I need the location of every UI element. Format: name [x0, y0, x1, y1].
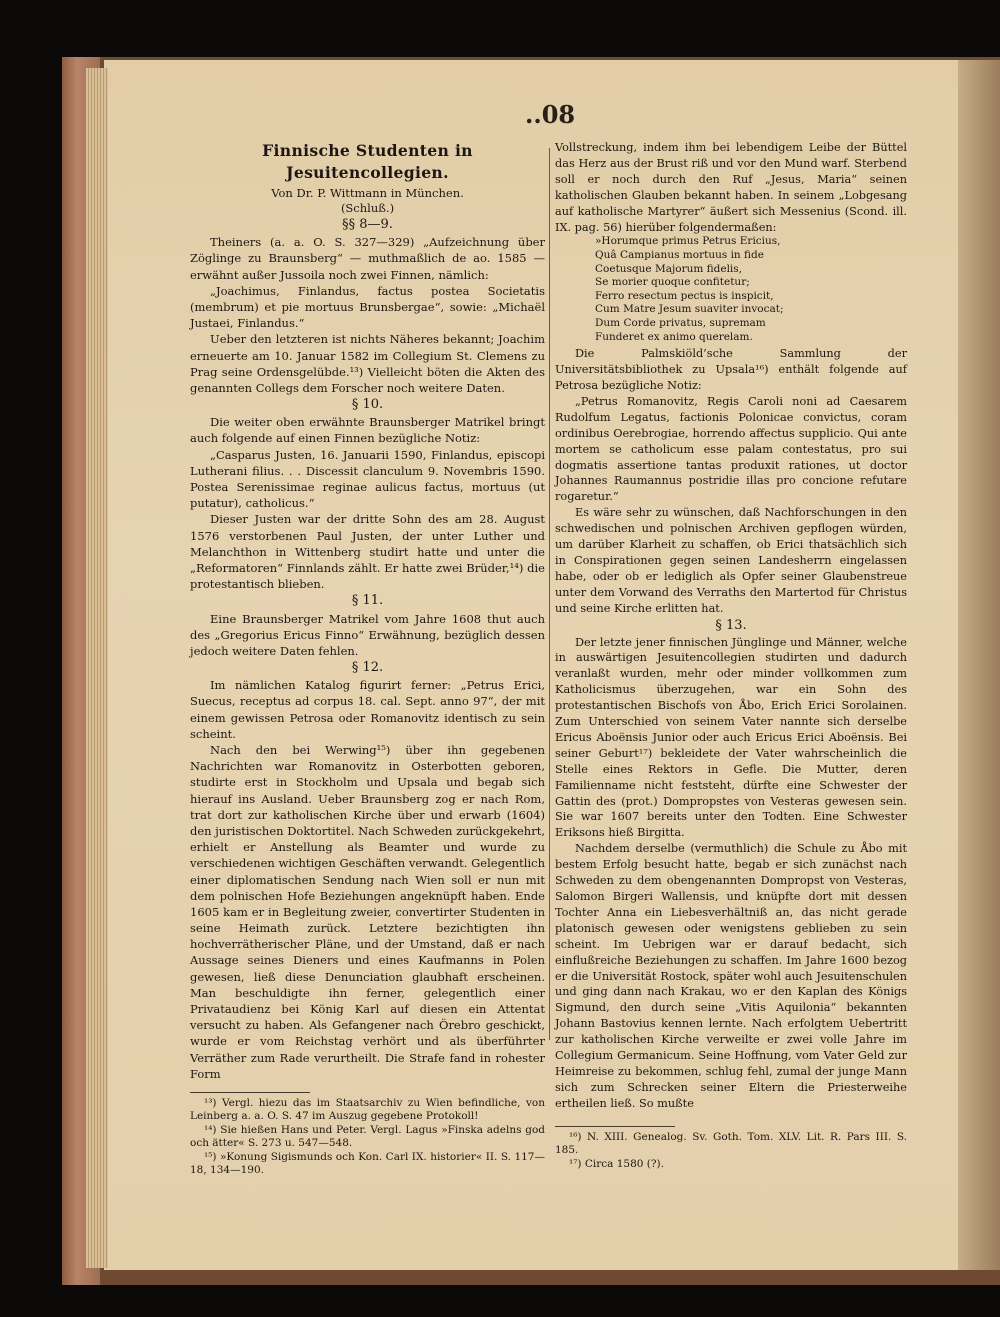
poem-quote — [595, 235, 907, 344]
section-heading: § 13. — [715, 617, 747, 633]
left-column — [190, 140, 545, 1082]
poem-line: »Horumque primus Petrus Ericius, — [595, 235, 781, 248]
page-stack-edge — [86, 68, 108, 1268]
footnote: ¹³) Vergl. hiezu das im Staatsarchiv zu Wien befindliche, von Leinberg a. a. O. S. 47 im Auszug gegebene Protokoll! — [190, 1097, 545, 1123]
poem-line: Dum Corde privatus, supremam — [595, 317, 766, 329]
article-title: Finnische Studenten in Jesuitencollegien. — [262, 141, 473, 182]
poem-line: Se morier quoque confitetur; — [595, 276, 750, 289]
section-heading: § 12. — [351, 660, 384, 676]
body-paragraph: Ueber den letzteren ist nichts Näheres bekannt; Joachim erneuerte am 10. Januar 1582 im Collegium St. Clemens zu Prag seine Ordensgelübde.¹³) Vielleicht böten die Akten des genannten Collegs dem Forscher noch weitere Daten. — [190, 332, 545, 395]
footnote: ¹⁴) Sie hießen Hans und Peter. Vergl. Lagus »Finska adelns god och ätter« S. 273 u. 547—548. — [190, 1123, 545, 1150]
body-paragraph: Es wäre sehr zu wünschen, daß Nachforschungen in den schwedischen und polnischen Archiven gepflogen würden, um darüber Klarheit zu schaffen, ob Erici thatsächlich sich in Conspirationen gegen seinen Landesherrn eingelassen habe, oder ob er lediglich als Opfer seiner Glaubenstreue unter dem Vorwand des Verraths den Martertod für Christus und seine Kirche erlitten hat. — [555, 506, 907, 615]
section-heading: §§ 8—9. — [342, 217, 393, 232]
article-byline: Von Dr. P. Wittmann in München. — [271, 186, 464, 200]
section-heading: § 11. — [351, 593, 384, 609]
page-number: ..08 — [525, 100, 576, 129]
footnote: ¹⁶) N. XIII. Genealog. Sv. Goth. Tom. XLV. Lit. R. Pars III. S. 185. — [555, 1131, 907, 1157]
poem-line: Quâ Campianus mortuus in fide — [595, 249, 764, 262]
section-heading: § 10. — [351, 397, 384, 413]
body-paragraph: Der letzte jener finnischen Jünglinge und Männer, welche in auswärtigen Jesuitencollegien studirten und dadurch veranlaßt wurden, mehr oder minder vollkommen zum Katholicismus überzugehen, war ein Sohn des protestantischen Bischofs von Åbo, Erich Erici Sorolainen. Zum Unterschied von seinem Vater nannte sich derselbe Ericus Aboënsis Junior oder auch Ericus Erici Aboënsis. Bei seiner Geburt¹⁷) bekleidete der Vater wahrscheinlich die Stelle eines Rektors in Gefle. Die Mutter, deren Familienname nicht feststeht, dürfte eine Schwester der Gattin des (prot.) Dompropstes von Vesteras gewesen sein. Sie war 1607 bereits unter den Todten. Eine Schwester Eriksons hieß Birgitta. — [555, 635, 907, 840]
article-note: (Schluß.) — [340, 201, 395, 215]
body-paragraph: Die Palmskiöld’sche Sammlung der Universitätsbibliothek zu Upsala¹⁶) enthält folgende auf Petrosa bezügliche Notiz: — [555, 347, 907, 392]
body-paragraph: Vollstreckung, indem ihm bei lebendigem Leibe der Büttel das Herz aus der Brust riß und vor den Mund warf. Sterbend soll er noch durch den Ruf „Jesus, Maria“ seinen katholischen Glauben bekannt haben. In seinem „Lobgesang auf katholische Martyrer“ äußert sich Messenius (Scond. ill. IX. pag. 56) hierüber folgendermaßen: — [555, 141, 907, 234]
poem-line: Coetusque Majorum fidelis, — [595, 262, 743, 275]
column-divider — [549, 148, 550, 1040]
body-paragraph: Theiners (a. a. O. S. 327—329) „Aufzeichnung über Zöglinge zu Braunsberg“ — muthmaßlich de ao. 1585 — erwähnt außer Jussoila noch zwei Finnen, nämlich: — [190, 235, 545, 282]
body-paragraph: „Casparus Justen, 16. Januarii 1590, Finlandus, episcopi Lutherani filius. . . Discessit clanculum 9. Novembris 1590. Postea Serenissimae reginae aulicus factus, mortuus (ut putatur), catholicus.“ — [190, 447, 545, 511]
footnote: ¹⁵) »Konung Sigismunds och Kon. Carl IX. historier« II. S. 117—18, 134—190. — [190, 1150, 545, 1177]
body-paragraph: Nachdem derselbe (vermuthlich) die Schule zu Åbo mit bestem Erfolg besucht hatte, begab er sich zunächst nach Schweden zu dem obengenannten Dompropst von Vesteras, Salomon Birgeri Wallensis, und knüpfte dort mit dessen Tochter Anna ein Liebesverhältniß an, das nicht gerade platonisch gewesen oder wenigstens geblieben zu sein scheint. Im Uebrigen war er darauf bedacht, sich einflußreiche Beziehungen zu schaffen. Im Jahre 1600 bezog er die Universität Rostock, später wohl auch Jesuitenschulen und ging dann nach Krakau, wo er den Kaplan des Königs Sigmund, den durch seine „Vitis Aquilonia“ bekannten Johann Bastovius kennen lernte. Nach erfolgtem Uebertritt zur katholischen Kirche verweilte er zwei volle Jahre im Collegium Germanicum. Seine Hoffnung, vom Vater Geld zur Heimreise zu bekommen, schlug fehl, zumal der junge Mann sich zum Schrecken seiner Eltern die Priesterweihe ertheilen ließ. So mußte — [555, 842, 907, 1110]
body-paragraph: Dieser Justen war der dritte Sohn des am 28. August 1576 verstorbenen Paul Justen, der unter Luther und Melanchthon in Wittenberg studirt hatte und unter die „Reformatoren“ Finnlands zählt. Er hatte zwei Brüder,¹⁴) die protestantisch blieben. — [190, 512, 545, 592]
footnotes-right — [555, 1131, 907, 1171]
footnote-rule-left — [190, 1092, 310, 1093]
facing-page-edge — [958, 60, 1000, 1270]
footnote: ¹⁷) Circa 1580 (?). — [569, 1157, 664, 1170]
body-paragraph: Die weiter oben erwähnte Braunsberger Matrikel bringt auch folgende auf einen Finnen bezügliche Notiz: — [190, 415, 545, 446]
body-paragraph: Eine Braunsberger Matrikel vom Jahre 1608 thut auch des „Gregorius Ericus Finno“ Erwähnung, bezüglich dessen jedoch weitere Daten fehlen. — [190, 611, 545, 658]
poem-line: Ferro resectum pectus is inspicit, — [595, 289, 774, 302]
right-column — [555, 140, 907, 1112]
footnotes-left — [190, 1097, 545, 1177]
poem-line: Cum Matre Jesum suaviter invocat; — [595, 303, 784, 316]
footnote-rule-right — [555, 1126, 675, 1127]
body-paragraph: „Joachimus, Finlandus, factus postea Societatis (membrum) et pie mortuus Brunsbergae“, sowie: „Michaël Justaei, Finlandus.“ — [190, 283, 545, 331]
poem-line: Funderet ex animo querelam. — [595, 330, 753, 343]
body-paragraph: Im nämlichen Katalog figurirt ferner: „Petrus Erici, Suecus, receptus ad corpus 18. cal. Sept. anno 97“, der mit einem gewissen Petrosa oder Romanovitz identisch zu sein scheint. — [190, 678, 545, 741]
body-paragraph: Nach den bei Werwing¹⁵) über ihn gegebenen Nachrichten war Romanovitz in Osterbotten geboren, studirte erst in Stockholm und Upsala und begab sich hierauf ins Ausland. Ueber Braunsberg zog er nach Rom, trat dort zur katholischen Kirche über und erwarb (1604) den juristischen Doktortitel. Nach Schweden zurückgekehrt, erhielt er Anstellung als Beamter und wurde zu verschiedenen wichtigen Geschäften verwandt. Gelegentlich einer diplomatischen Sendung nach Wien soll er nun mit dem polnischen Hofe Beziehungen angeknüpft haben. Ende 1605 kam er in Begleitung zweier, convertirter Studenten in seine Heimath zurück. Letztere bezichtigten ihn hochverrätherischer Pläne, und der Umstand, daß er nach Aussage seines Dieners und eines Kaufmanns in Polen gewesen, ließ diese Denunciation glaubhaft erscheinen. Man beschuldigte ihn ferner, gelegentlich einer Privataudienz bei König Karl auf diesen ein Attentat versucht zu haben. Als Gefangener nach Örebro geschickt, wurde er vom Reichstag verhört und als überführter Verräther zum Rade verurtheilt. Die Strafe fand in rohester Form — [190, 743, 545, 1081]
body-paragraph: „Petrus Romanovitz, Regis Caroli noni ad Caesarem Rudolfum Legatus, factionis Polonicae convictus, coram ordinibus Oerebrogiae, horrendo affectus supplicio. Qui ante mortem se catholicum esse palam contestatus, pro sui dogmatis assertione tantas produxit rationes, ut doctor Johannes Raumannus postridie illas pro concione refutare rogaretur.“ — [555, 394, 907, 504]
